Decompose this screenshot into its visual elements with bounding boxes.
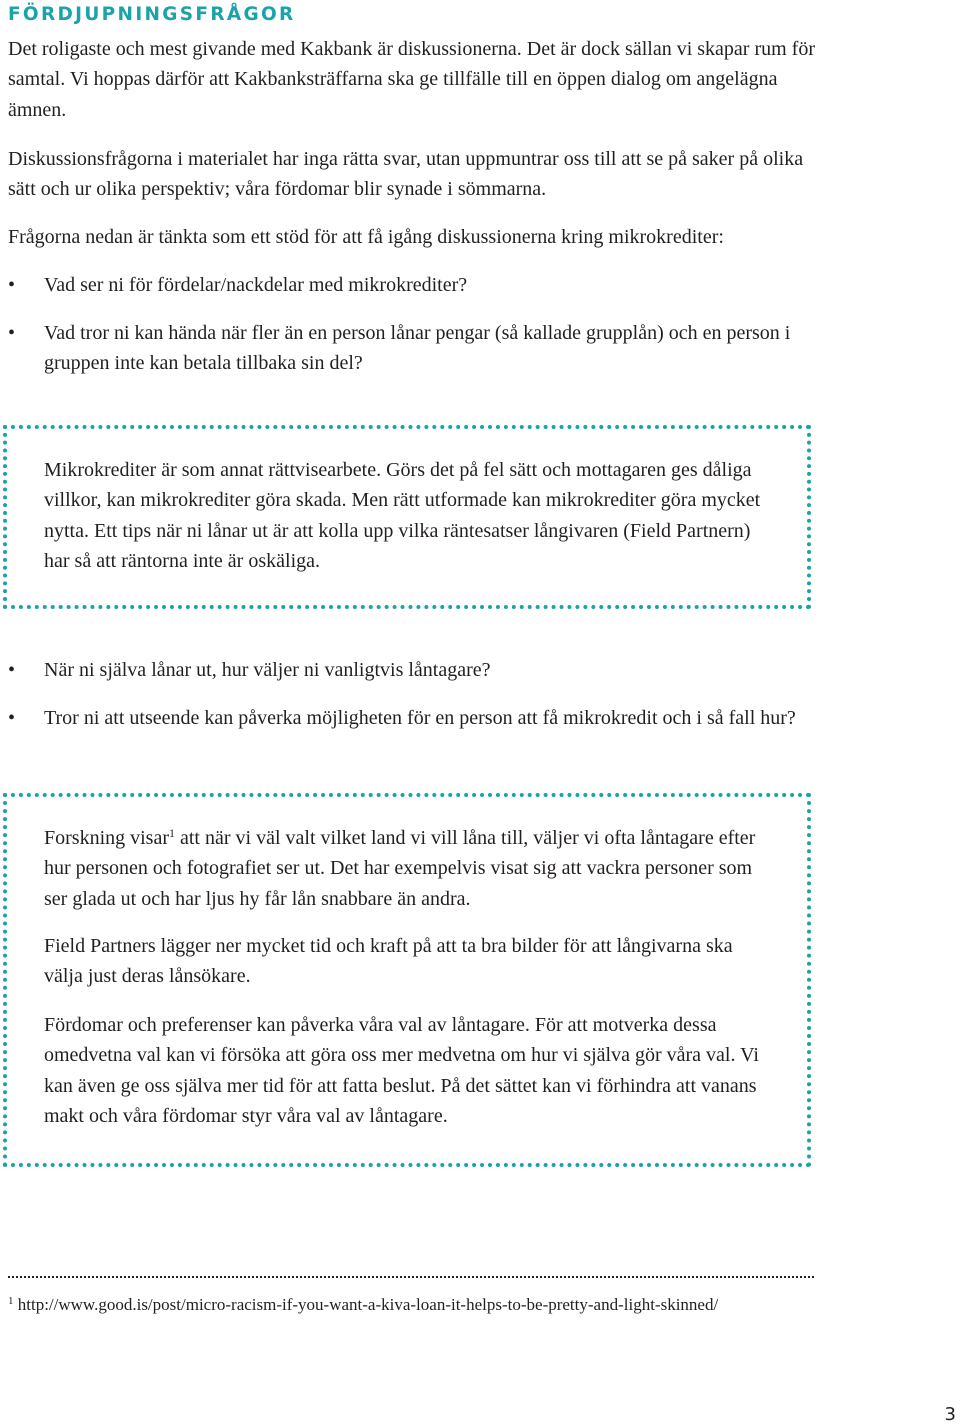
intro-paragraph-2: Diskussionsfrågorna i materialet har inga rätta svar, utan uppmuntrar oss till att se på saker på olika sätt och ur olika perspektiv; våra fördomar blir synade i sömmarna.	[8, 148, 804, 201]
research-text-start: Forskning visar	[44, 827, 169, 849]
bullet-icon: •	[8, 707, 16, 729]
footnote	[8, 1293, 718, 1317]
question-item	[8, 703, 828, 733]
footnote-link[interactable]: http://www.good.is/post/micro-racism-if-you-want-a-kiva-loan-it-helps-to-be-pretty-and-light-skinned/	[17, 1295, 719, 1314]
question-text: Vad tror ni kan hända när fler än en person lånar pengar (så kallade grupplån) och en person i gruppen inte kan betala tillbaka sin del?	[44, 322, 791, 375]
research-paragraph-3: Fördomar och preferenser kan påverka våra val av låntagare. För att motverka dessa omedvetna val kan vi försöka att göra oss mer medvetna om hur vi själva gör våra val. Vi kan även ge oss själva mer tid för att fatta beslut. På det sättet kan vi förhindra att vanans makt och våra fördomar styr våra val av låntagare.	[44, 1014, 759, 1128]
research-paragraph-2: Field Partners lägger ner mycket tid och kraft på att ta bra bilder för att långivarna ska välja just deras lånsökare.	[44, 935, 733, 988]
question-item	[8, 270, 828, 300]
bullet-icon: •	[8, 659, 16, 681]
footnote-number: 1	[8, 1295, 14, 1307]
page-number: 3	[944, 1404, 956, 1425]
question-text: När ni själva lånar ut, hur väljer ni vanligtvis låntagare?	[44, 659, 491, 681]
footnote-divider	[8, 1276, 814, 1278]
question-text: Vad ser ni för fördelar/nackdelar med mikrokrediter?	[44, 274, 468, 296]
section-heading: FÖRDJUPNINGSFRÅGOR	[8, 4, 296, 25]
bullet-icon: •	[8, 322, 16, 344]
question-item	[8, 318, 828, 379]
question-text: Tror ni att utseende kan påverka möjligheten för en person att få mikrokredit och i så fall hur?	[44, 707, 796, 729]
bullet-icon: •	[8, 274, 16, 296]
info-box-text: Mikrokrediter är som annat rättvisearbete. Görs det på fel sätt och mottagaren ges dåliga villkor, kan mikrokrediter göra skada. Men rätt utformade kan mikrokrediter göra mycket nytta. Ett tips när ni lånar ut är att kolla upp vilka räntesatser långivaren (Field Partnern) har så att räntorna inte är oskäliga.	[44, 459, 761, 573]
question-item	[8, 655, 828, 685]
research-text-rest: att när vi väl valt vilket land vi vill låna till, väljer vi ofta låntagare efter hur personen och fotografiet ser ut. Det har exempelvis visat sig att vackra personer som ser glada ut och har ljus hy får lån snabbare än andra.	[44, 827, 756, 910]
research-paragraph-1	[44, 823, 764, 914]
footnote-reference[interactable]: 1	[169, 826, 175, 840]
intro-paragraph-3: Frågorna nedan är tänkta som ett stöd för att få igång diskussionerna kring mikrokrediter:	[8, 226, 724, 248]
intro-paragraph-1: Det roligaste och mest givande med Kakbank är diskussionerna. Det är dock sällan vi skapar rum för samtal. Vi hoppas därför att Kakbanksträffarna ska ge tillfälle till en öppen dialog om angelägna ämnen.	[8, 38, 815, 121]
